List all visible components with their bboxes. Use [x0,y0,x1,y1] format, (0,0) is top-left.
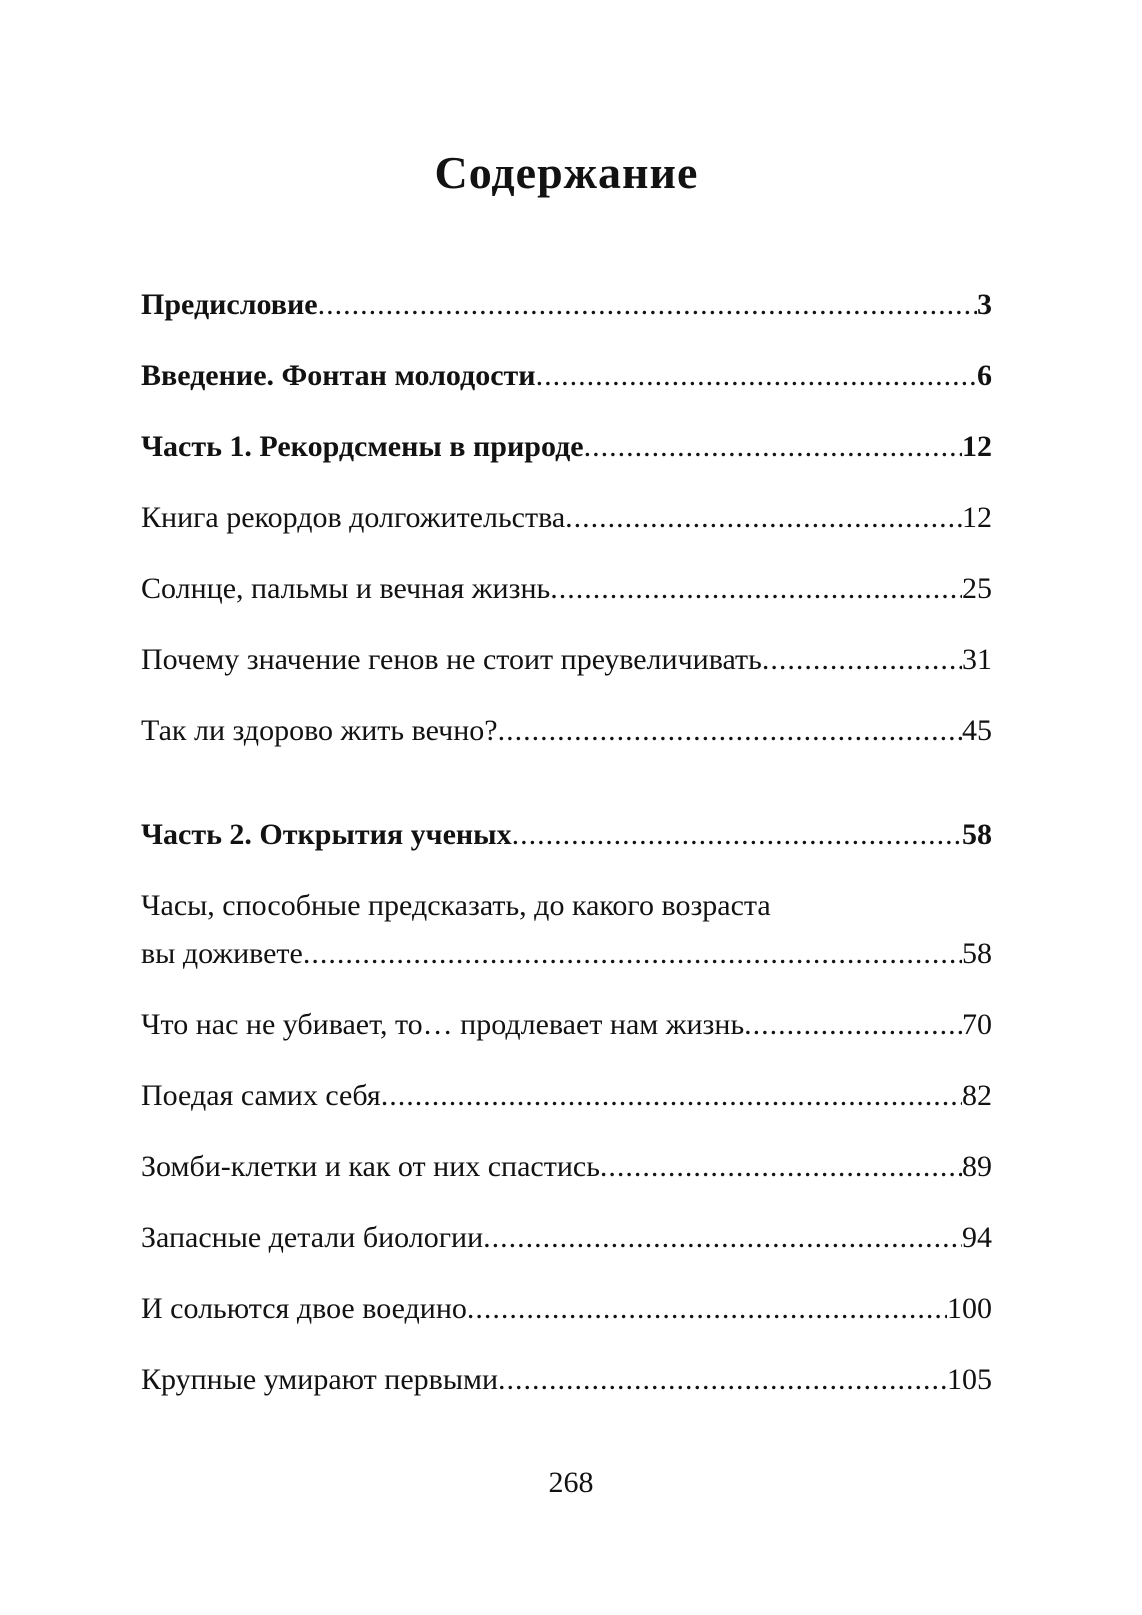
toc-entry-label: Поедая самих себя [141,1079,381,1112]
toc-entry [141,1078,992,1114]
toc-entry-label: И сольются двое воедино [141,1292,467,1325]
toc-entry [141,429,992,465]
dot-leader [744,1007,962,1043]
dot-leader [565,500,962,536]
toc-entry [141,713,992,749]
toc-entry [141,817,992,853]
toc-entry [141,1362,992,1398]
dot-leader [512,817,962,853]
toc-entry [141,888,992,972]
toc-entry-page-number: 89 [962,1150,992,1183]
toc-entry-page-number: 6 [977,359,992,392]
toc-entry-page-number: 82 [962,1079,992,1112]
toc-entry [141,1007,992,1043]
toc-entry-label: Почему значение генов не стоит преувеличивать [141,643,762,676]
toc-entry-label: Солнце, пальмы и вечная жизнь [141,572,551,605]
toc-entry-label: Часть 1. Рекордсмены в природе [141,430,584,463]
toc-entry-label: Введение. Фонтан молодости [141,359,536,392]
toc-entry-label: Книга рекордов долгожительства [141,501,566,534]
toc-entry-label: Часть 2. Открытия ученых [141,818,512,851]
toc-entry-label-line2: вы доживете [141,937,303,970]
dot-leader [550,571,962,607]
toc-entry [141,642,992,678]
toc-entry [141,500,992,536]
dot-leader [483,1220,962,1256]
toc-entry-page-number: 58 [962,937,992,970]
toc-entry-label: Запасные детали биологии [141,1221,484,1254]
toc-entry [141,358,992,394]
toc-entry-page-number: 105 [947,1363,992,1396]
toc-entry [141,1149,992,1185]
toc-entry-page-number: 3 [977,288,992,321]
toc-entry [141,287,992,323]
toc-list [141,287,992,1398]
toc-entry-label: Что нас не убивает, то… продлевает нам жизнь [141,1008,745,1041]
dot-leader [536,358,977,394]
toc-entry-label: Крупные умирают первыми [141,1363,499,1396]
toc-entry-page-number: 12 [962,430,992,463]
toc-entry-label: Зомби-клетки и как от них спастись [141,1150,600,1183]
toc-entry-page-number: 12 [962,501,992,534]
page-title: Содержание [434,147,699,198]
footer-page-number: 268 [548,1466,594,1499]
dot-leader [467,1291,947,1327]
toc-entry-page-number: 31 [962,643,992,676]
dot-leader [762,642,962,678]
dot-leader [498,1362,947,1398]
toc-entry-page-number: 70 [962,1008,992,1041]
dot-leader [318,287,977,323]
toc-entry-label: Часы, способные предсказать, до какого возраста [141,889,771,922]
dot-leader [600,1149,962,1185]
toc-entry-page-number: 100 [947,1292,992,1325]
toc-entry [141,1291,992,1327]
dot-leader [584,429,962,465]
toc-entry-page-number: 25 [962,572,992,605]
dot-leader [498,713,962,749]
toc-entry [141,1220,992,1256]
toc-entry-page-number: 45 [962,714,992,747]
toc-entry-page-number: 94 [962,1221,992,1254]
toc-entry-label: Так ли здорово жить вечно? [141,714,498,747]
toc-entry [141,571,992,607]
dot-leader [381,1078,962,1114]
toc-entry-page-number: 58 [962,818,992,851]
dot-leader [303,936,962,972]
toc-entry-label: Предисловие [141,288,318,321]
